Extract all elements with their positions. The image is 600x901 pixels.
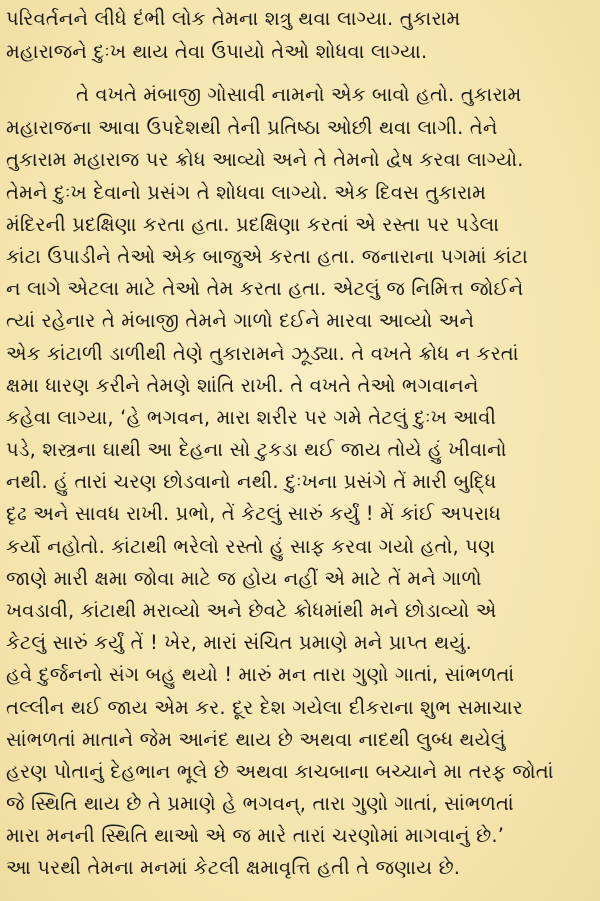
text-line-1: પરિવર્તનને લીધે દંભી લોક તેમના શત્રુ થવા લાગ્યા. તુકારામ (6, 7, 461, 30)
text-line-20: કેટલું સારું કર્યું તેં ! ખેર, મારાં સંચિત પ્રમાણે મને પ્રાપ્ત થયું. (6, 631, 472, 654)
text-line-5: તુકારામ મહારાજ પર ક્રોધ આવ્યો અને તે તેમનો દ્વેષ કરવા લાગ્યો. (6, 148, 524, 171)
text-line-15: નથી. હું તારાં ચરણ છોડવાનો નથી. દુઃખના પ્રસંગે તેં મારી બુદ્ધિ (6, 470, 497, 493)
text-line-3: તે વખતે મંબાજી ગોસાવી નામનો એક બાવો હતો. તુકારામ (76, 83, 522, 106)
text-line-16: દૃઢ અને સાવધ રાખી. પ્રભો, તેં કેટલું સારું કર્યું ! મેં કાંઈ અપરાધ (6, 502, 501, 525)
text-line-12: ક્ષમા ધારણ કરીને તેમણે શાંતિ રાખી. તે વખતે તેઓ ભગવાનને (6, 374, 479, 397)
text-line-8: કાંટા ઉપાડીને તેઓ એક બાજુએ કરતા હતા. જનારાના પગમાં કાંટા (6, 245, 528, 268)
text-line-6: તેમને દુઃખ દેવાનો પ્રસંગ તે શોધવા લાગ્યો. એક દિવસ તુકારામ (6, 181, 487, 204)
text-line-11: એક કાંટાળી ડાળીથી તેણે તુકારામને ઝૂડ્યા. તે વખતે ક્રોધ ન કરતાં (6, 342, 519, 365)
text-line-7: મંદિરની પ્રદક્ષિણા કરતા હતા. પ્રદક્ષિણા કરતાં એ રસ્તા પર પડેલા (6, 213, 500, 236)
text-line-4: મહારાજના આવા ઉપદેશથી તેની પ્રતિષ્ઠા ઓછી થવા લાગી. તેને (6, 116, 498, 139)
text-line-9: ન લાગે એટલા માટે તેઓ તેમ કરતા હતા. એટલું જ નિમિત્ત જોઈને (6, 277, 524, 300)
text-line-23: સાંભળતાં માતાને જેમ આનંદ થાય છે અથવા નાદથી લુબ્ધ થયેલું (6, 728, 506, 751)
text-line-17: કર્યો નહોતો. કાંટાથી ભરેલો રસ્તો હું સાફ કરવા ગયો હતો, પણ (6, 535, 496, 558)
text-line-14: પડે, શસ્ત્રના ઘાથી આ દેહના સો ટુકડા થઈ જાય તોયે હું ખીવાનો (6, 438, 507, 461)
text-line-25: જે સ્થિતિ થાય છે તે પ્રમાણે હે ભગવન્, તારા ગુણો ગાતાં, સાંભળતાં (6, 792, 514, 815)
text-line-2: મહારાજને દુઃખ થાય તેવા ઉપાયો તેઓ શોધવા લાગ્યા. (6, 40, 428, 63)
text-line-18: જાણે મારી ક્ષમા જોવા માટે જ હોય નહીં એ માટે તેં મને ગાળો (6, 567, 482, 590)
text-line-22: તલ્લીન થઈ જાય એમ કર. દૂર દેશ ગયેલા દીકરાના શુભ સમાચાર (6, 696, 523, 719)
text-line-21: હવે દુર્જનનો સંગ બહુ થયો ! મારું મન તારા ગુણો ગાતાં, સાંભળતાં (6, 663, 515, 686)
text-line-13: કહેવા લાગ્યા, ‘હે ભગવન, મારા શરીર પર ગમે તેટલું દુઃખ આવી (6, 406, 497, 429)
text-line-24: હરણ પોતાનું દેહભાન ભૂલે છે અથવા કાચબાના બચ્ચાને મા તરફ જોતાં (6, 760, 554, 783)
text-line-10: ત્યાં રહેનાર તે મંબાજી તેમને ગાળો દઈને મારવા આવ્યો અને (6, 309, 475, 332)
text-line-19: ખવડાવી, કાંટાથી મરાવ્યો અને છેવટે ક્રોધમાંથી મને છોડાવ્યો એ (6, 599, 497, 622)
text-line-27: આ પરથી તેમના મનમાં કેટલી ક્ષમાવૃત્તિ હતી તે જણાય છે. (6, 856, 461, 879)
text-line-26: મારા મનની સ્થિતિ થાઓ એ જ મારે તારાં ચરણોમાં માગવાનું છે.’ (6, 824, 505, 847)
